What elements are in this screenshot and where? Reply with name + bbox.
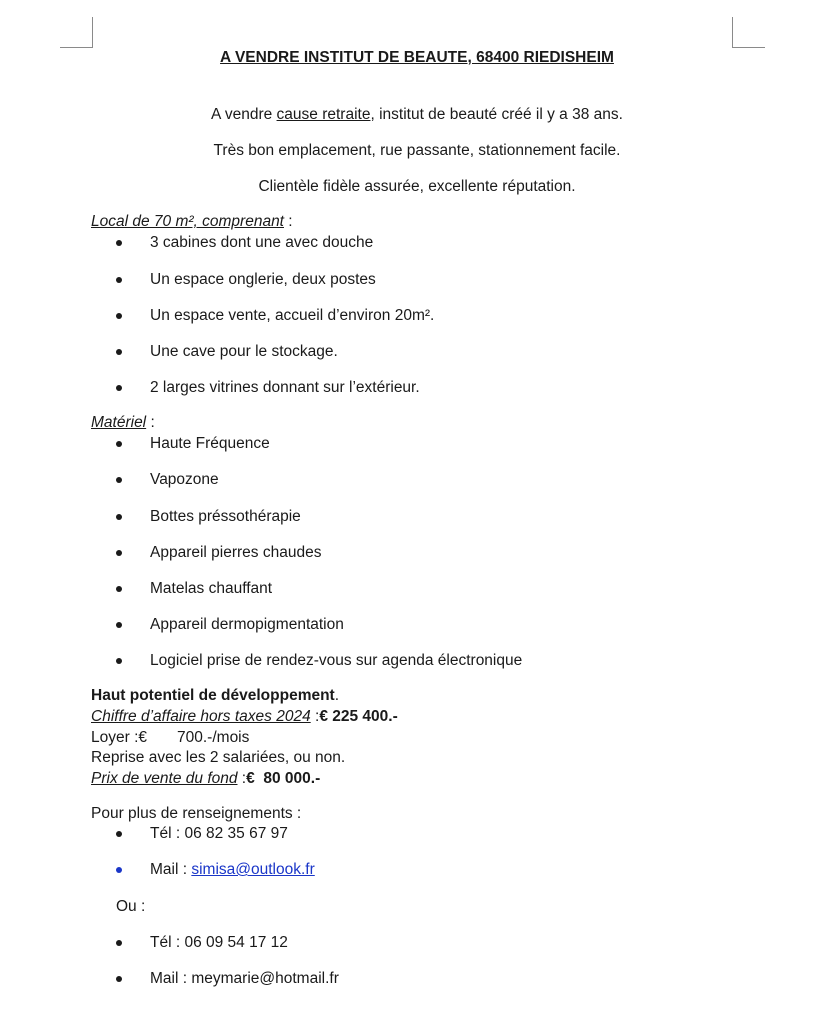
document-title: A VENDRE INSTITUT DE BEAUTE, 68400 RIEDISHEIM: [220, 49, 614, 66]
list-item: 3 cabines dont une avec douche: [150, 234, 374, 251]
bullet-icon: [116, 622, 122, 628]
potential-suffix: .: [334, 687, 340, 704]
page-corner-mark-top-left: [60, 17, 93, 48]
list-item: Matelas chauffant: [150, 580, 273, 597]
list-item: Haute Fréquence: [150, 435, 270, 452]
bullet-icon: [116, 976, 122, 982]
bullet-icon: [116, 867, 122, 873]
potential-text: Haut potentiel de développement: [91, 687, 335, 704]
ca-line: [91, 708, 398, 726]
materiel-heading-text: Matériel: [91, 414, 147, 431]
page-corner-mark-top-right: [732, 17, 765, 48]
local-heading: [91, 213, 293, 231]
ca-value: € 225 400.-: [319, 708, 398, 725]
bullet-icon: [116, 586, 122, 592]
list-item: Bottes préssothérapie: [150, 508, 301, 525]
list-item: Un espace onglerie, deux postes: [150, 271, 376, 288]
loyer-line: [91, 729, 249, 747]
tel-1: Tél : 06 82 35 67 97: [150, 825, 288, 842]
bullet-icon: [116, 550, 122, 556]
bullet-icon: [116, 441, 122, 447]
list-item: Appareil pierres chaudes: [150, 544, 322, 561]
bullet-icon: [116, 831, 122, 837]
bullet-icon: [116, 277, 122, 283]
potential-line: [91, 687, 339, 705]
local-heading-suffix: :: [284, 213, 293, 230]
loyer-value: 700.-/mois: [177, 729, 250, 746]
reprise-line: Reprise avec les 2 salariées, ou non.: [91, 749, 346, 766]
mail-1-link[interactable]: simisa@outlook.fr: [191, 861, 315, 878]
bullet-icon: [116, 477, 122, 483]
bullet-icon: [116, 240, 122, 246]
contact-intro: Pour plus de renseignements :: [91, 805, 302, 822]
prix-label: Prix de vente du fond: [91, 770, 238, 787]
bullet-icon: [116, 658, 122, 664]
ou-text: Ou :: [116, 898, 146, 915]
list-item: 2 larges vitrines donnant sur l’extérieur.: [150, 379, 420, 396]
ca-label: Chiffre d’affaire hors taxes 2024: [91, 708, 311, 725]
prix-line: [91, 770, 320, 788]
intro-text-post: , institut de beauté créé il y a 38 ans.: [370, 106, 623, 123]
intro-text-pre: A vendre: [211, 106, 277, 123]
list-item: Une cave pour le stockage.: [150, 343, 338, 360]
loyer-label: Loyer :€: [91, 729, 148, 746]
intro-line-1: [0, 106, 834, 124]
bullet-icon: [116, 349, 122, 355]
bullet-icon: [116, 385, 122, 391]
tel-2: Tél : 06 09 54 17 12: [150, 934, 288, 951]
intro-line-2: Très bon emplacement, rue passante, stationnement facile.: [213, 142, 621, 159]
materiel-heading-suffix: :: [146, 414, 155, 431]
list-item: Vapozone: [150, 471, 219, 488]
mail-1-line: [150, 861, 315, 879]
prix-sep: :: [237, 770, 247, 787]
intro-cause-retraite: cause retraite: [276, 106, 371, 123]
bullet-icon: [116, 940, 122, 946]
ca-sep: :: [310, 708, 320, 725]
prix-value: € 80 000.-: [246, 770, 321, 787]
list-item: Appareil dermopigmentation: [150, 616, 344, 633]
list-item: Un espace vente, accueil d’environ 20m².: [150, 307, 435, 324]
mail-2: Mail : meymarie@hotmail.fr: [150, 970, 339, 987]
bullet-icon: [116, 313, 122, 319]
intro-line-3: Clientèle fidèle assurée, excellente réputation.: [258, 178, 576, 195]
mail-1-label: Mail :: [150, 861, 192, 878]
bullet-icon: [116, 514, 122, 520]
materiel-heading: [91, 414, 155, 432]
local-heading-text: Local de 70 m², comprenant: [91, 213, 284, 230]
list-item: Logiciel prise de rendez-vous sur agenda électronique: [150, 652, 523, 669]
